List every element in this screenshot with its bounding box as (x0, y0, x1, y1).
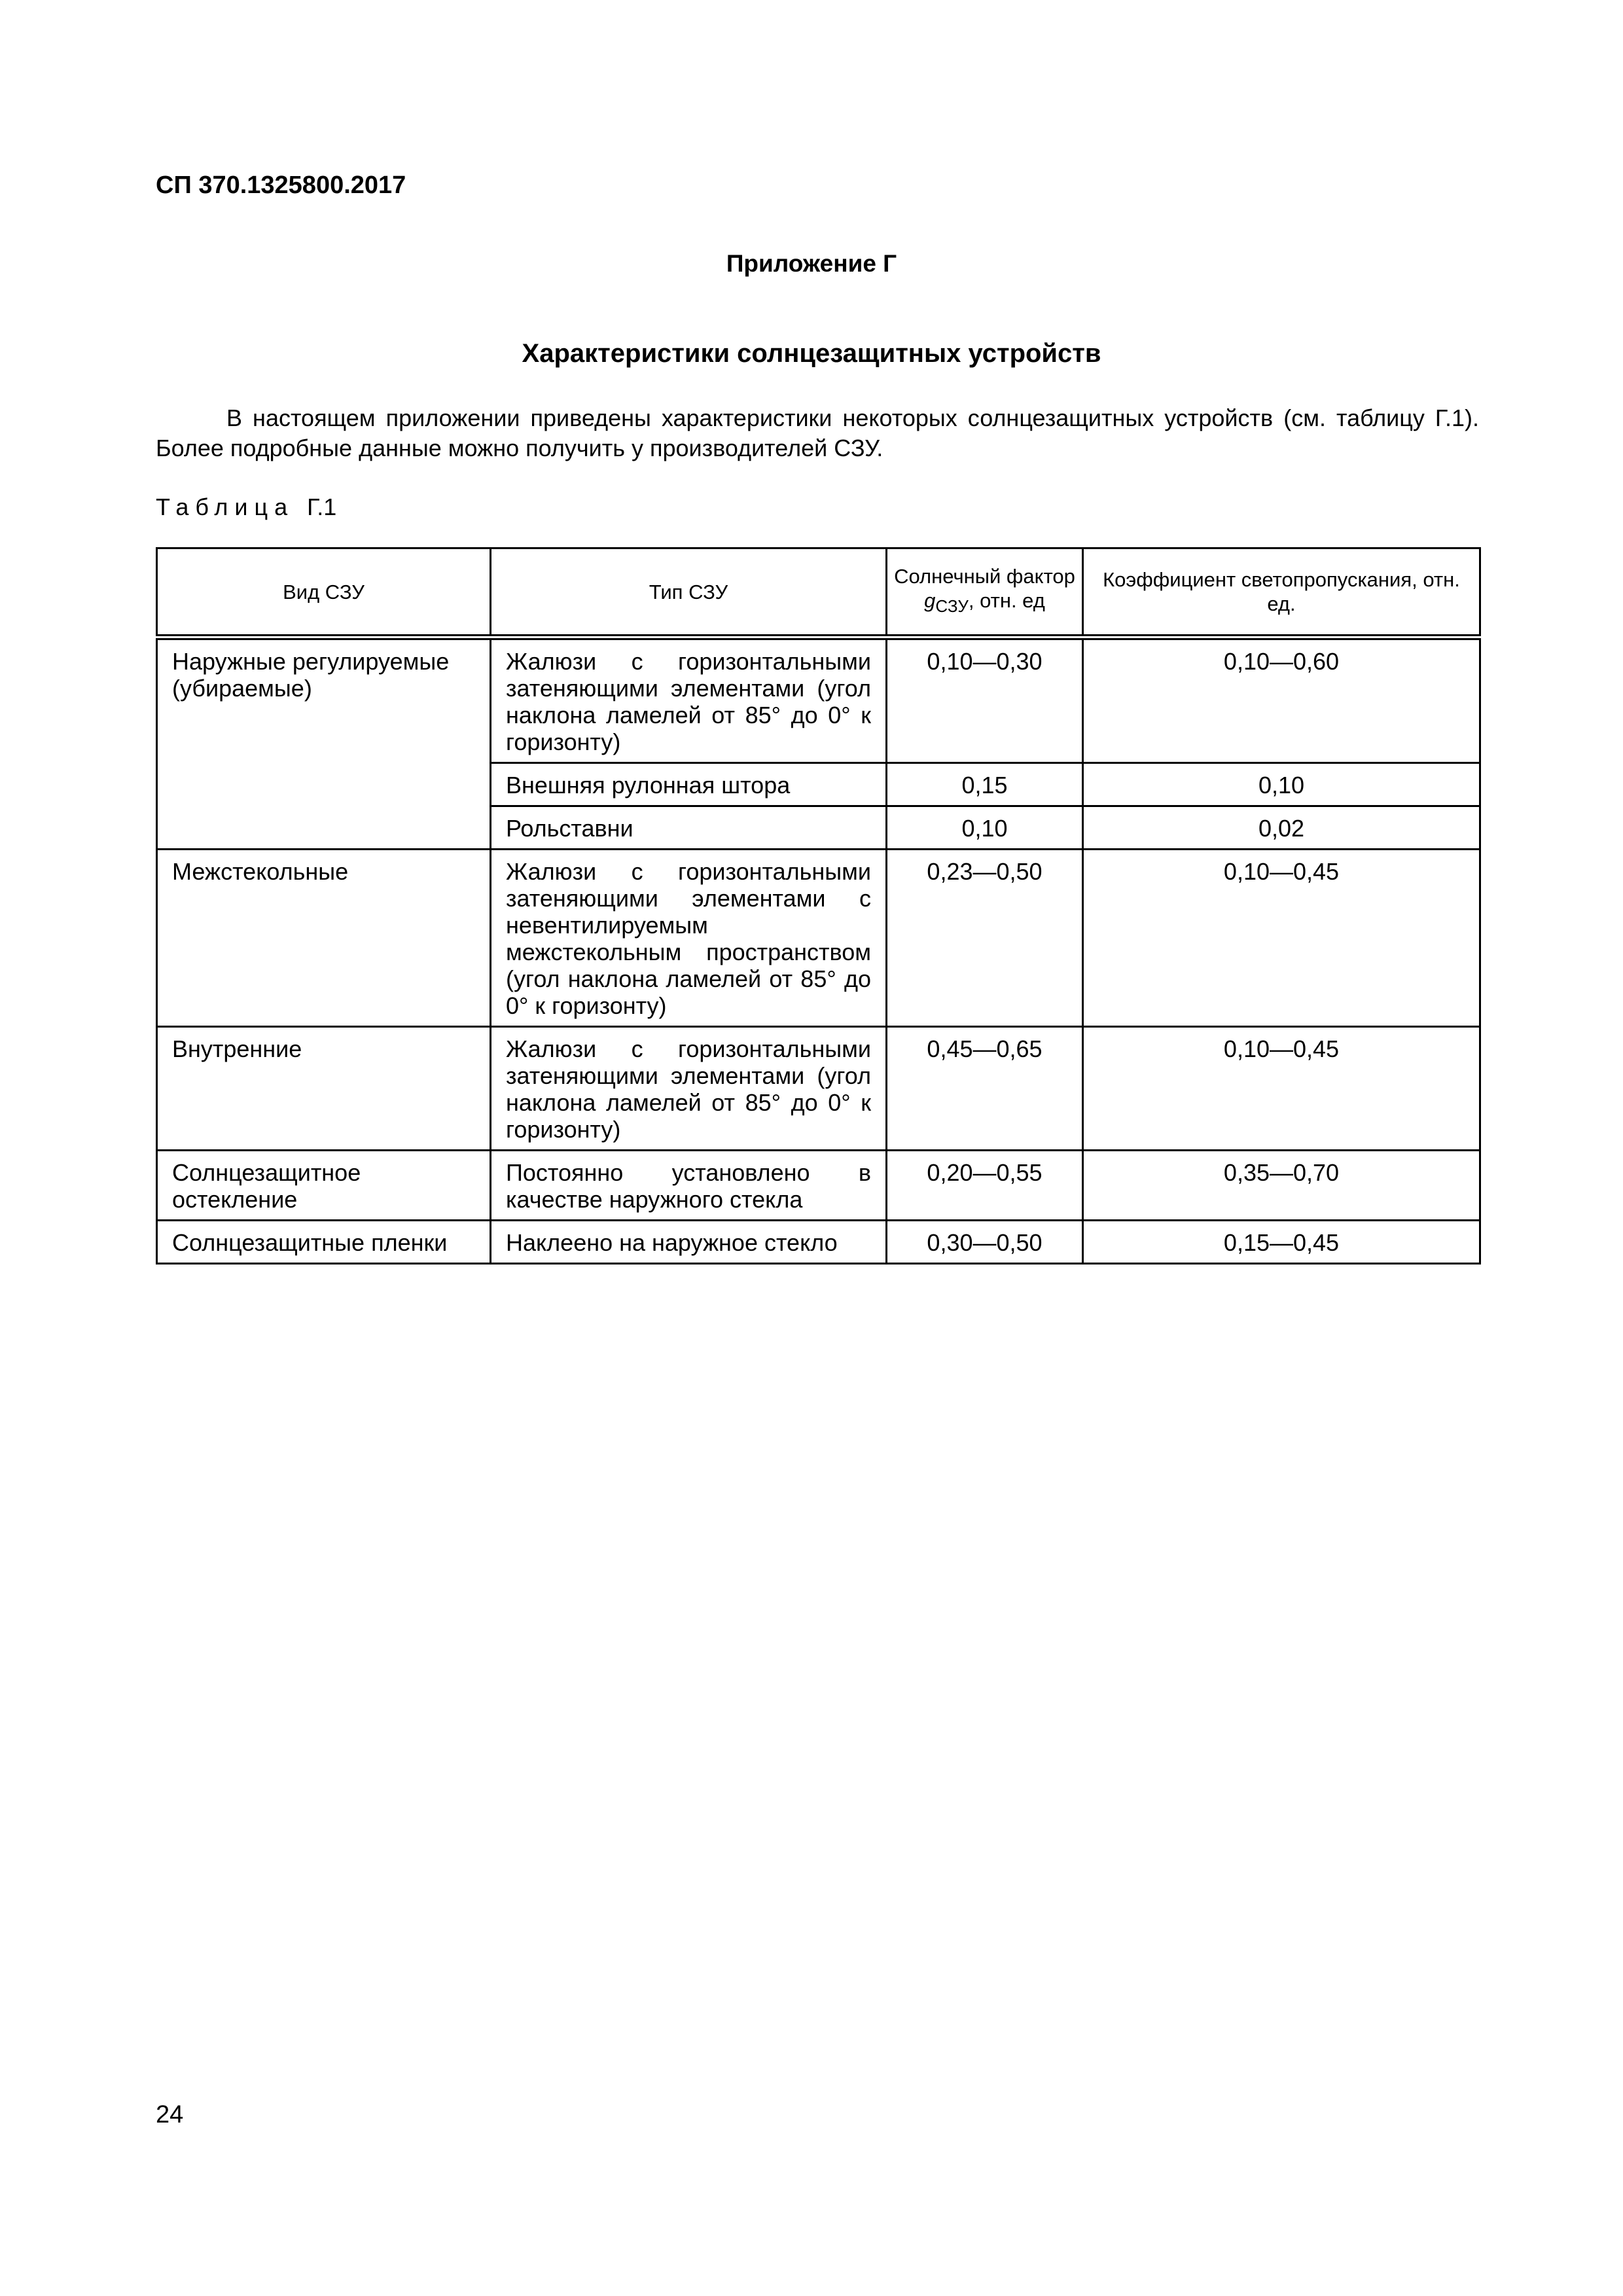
cell-type: Наклеено на наружное стекло (491, 1221, 887, 1264)
cell-light-transmission: 0,02 (1083, 806, 1480, 850)
cell-light-transmission: 0,35—0,70 (1083, 1151, 1480, 1221)
cell-light-transmission: 0,10—0,60 (1083, 637, 1480, 763)
header-kind: Вид СЗУ (157, 548, 491, 637)
table-caption (156, 493, 336, 521)
cell-light-transmission: 0,15—0,45 (1083, 1221, 1480, 1264)
table-row (157, 850, 1480, 1027)
table-row (157, 637, 1480, 763)
table-caption-word: Таблица (156, 493, 294, 520)
cell-type: Жалюзи с горизонтальными затеняющими элементами с невентилируемым межстекольным пространством (угол наклона ламелей от 85° до 0° к горизонту) (491, 850, 887, 1027)
table-header-row (157, 548, 1480, 637)
table-row (157, 1221, 1480, 1264)
header-solar-factor (887, 548, 1083, 637)
cell-type: Жалюзи с горизонтальными затеняющими элементами (угол наклона ламелей от 85° до 0° к горизонту) (491, 637, 887, 763)
cell-type: Рольставни (491, 806, 887, 850)
cell-solar-factor: 0,10 (887, 806, 1083, 850)
header-type: Тип СЗУ (491, 548, 887, 637)
table-caption-number: Г.1 (307, 493, 337, 520)
header-light-transmission: Коэффициент светопропускания, отн. ед. (1083, 548, 1480, 637)
page-title: Характеристики солнцезащитных устройств (522, 339, 1101, 368)
header-solar-factor-label: Солнечный фактор (894, 565, 1075, 588)
header-solar-factor-sub: СЗУ (935, 596, 969, 617)
table-row (157, 1151, 1480, 1221)
cell-light-transmission: 0,10 (1083, 763, 1480, 806)
cell-solar-factor: 0,30—0,50 (887, 1221, 1083, 1264)
cell-kind: Внутренние (157, 1027, 491, 1151)
cell-light-transmission: 0,10—0,45 (1083, 1027, 1480, 1151)
cell-type: Внешняя рулонная штора (491, 763, 887, 806)
cell-type: Постоянно установлено в качестве наружного стекла (491, 1151, 887, 1221)
cell-kind: Наружные регулируемые (убираемые) (157, 637, 491, 850)
cell-kind: Межстекольные (157, 850, 491, 1027)
cell-kind: Солнцезащитное остекление (157, 1151, 491, 1221)
cell-solar-factor: 0,20—0,55 (887, 1151, 1083, 1221)
sun-protection-table (156, 547, 1481, 1265)
header-solar-factor-symbol: g (924, 589, 936, 613)
cell-solar-factor: 0,15 (887, 763, 1083, 806)
cell-light-transmission: 0,10—0,45 (1083, 850, 1480, 1027)
cell-type: Жалюзи с горизонтальными затеняющими элементами (угол наклона ламелей от 85° до 0° к горизонту) (491, 1027, 887, 1151)
document-code: СП 370.1325800.2017 (156, 171, 406, 199)
cell-solar-factor: 0,10—0,30 (887, 637, 1083, 763)
appendix-label: Приложение Г (726, 250, 897, 277)
cell-solar-factor: 0,23—0,50 (887, 850, 1083, 1027)
cell-solar-factor: 0,45—0,65 (887, 1027, 1083, 1151)
cell-kind: Солнцезащитные пленки (157, 1221, 491, 1264)
intro-paragraph: В настоящем приложении приведены характеристики некоторых солнцезащитных устройств (см. таблицу Г.1). Более подробные данные можно получить у производителей СЗУ. (156, 404, 1479, 461)
header-solar-factor-unit: , отн. ед (968, 589, 1045, 613)
page-number: 24 (156, 2101, 184, 2128)
table-row (157, 1027, 1480, 1151)
